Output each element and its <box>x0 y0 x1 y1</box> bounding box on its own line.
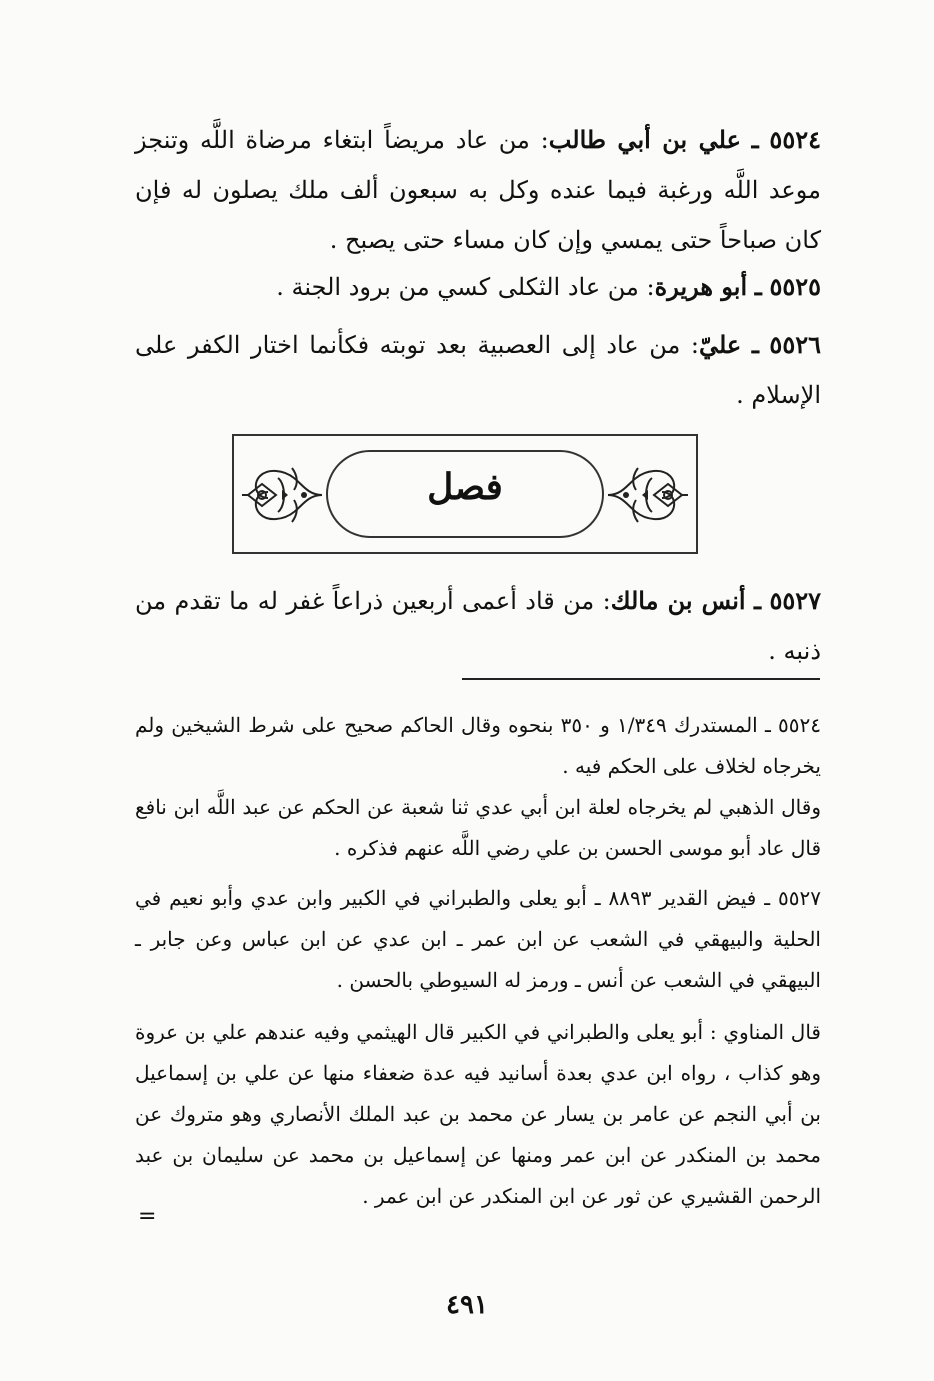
entry-text: : من عاد الثكلى كسي من برود الجنة . <box>276 273 655 301</box>
entry-number: ٥٥٢٥ <box>769 272 821 301</box>
entry-narrator: عليّ <box>698 330 742 359</box>
entry-dash: ـ <box>751 330 759 359</box>
entry-number: ٥٥٢٤ <box>769 125 821 154</box>
entry-text: : من قاد أعمى أربعين ذراعاً غفر له ما تقدم من ذنبه . <box>135 587 821 665</box>
entry-dash: ـ <box>751 125 759 154</box>
section-heading-cartouche <box>326 450 604 538</box>
entry-narrator: علي بن أبي طالب <box>548 125 741 154</box>
entry-5524 <box>135 115 821 265</box>
entry-text: : من عاد إلى العصبية بعد توبته فكأنما اختار الكفر على الإسلام . <box>135 331 821 409</box>
footnote-5527: ٥٥٢٧ ـ فيض القدير ٨٨٩٣ ـ أبو يعلى والطبراني في الكبير وابن عدي وأبو نعيم في الحلية والبيهقي في الشعب عن ابن عمر ـ ابن عدي عن ابن عباس وعن جابر ـ البيهقي في الشعب عن أنس ـ ورمز له السيوطي بالحسن . <box>135 886 821 992</box>
entry-text: : من عاد مريضاً ابتغاء مرضاة اللَّه وتنجز موعد اللَّه ورغبة فيما عنده وكل به سبعون ألف ملك يصلون له فإن كان صباحاً حتى يمسي وإن كان مساء حتى يصبح . <box>135 126 821 254</box>
footnote-5527-continued: قال المناوي : أبو يعلى والطبراني في الكبير قال الهيثمي وفيه عندهم علي بن عروة وهو كذاب ، رواه ابن عدي بعدة أسانيد فيه عدة ضعفاء منها عن علي بن إسماعيل بن أبي النجم عن عامر بن يسار عن محمد بن عبد الملك الأنصاري وهو متروك عن محمد بن المنكدر عن ابن عمر ومنها عن إسماعيل بن محمد عن سليمان بن عبد الرحمن القشيري عن ثور عن ابن المنكدر عن ابن عمر . <box>135 1020 821 1208</box>
page-number: ٤٩١ <box>446 1290 488 1320</box>
continuation-mark: = <box>138 1204 157 1229</box>
footnote-5524: ٥٥٢٤ ـ المستدرك ١/٣٤٩ و ٣٥٠ بنحوه وقال الحاكم صحيح على شرط الشيخين ولم يخرجاه لخلاف على الحكم فيه . <box>135 713 822 778</box>
entry-number: ٥٥٢٦ <box>769 330 821 359</box>
entry-dash: ـ <box>754 272 762 301</box>
entry-narrator: أبو هريرة <box>654 272 748 301</box>
floral-ornament-icon <box>604 454 692 536</box>
entry-narrator: أنس بن مالك <box>610 586 746 615</box>
entry-5526 <box>135 320 821 420</box>
footnote-5524-continued: وقال الذهبي لم يخرجاه لعلة ابن أبي عدي ثنا شعبة عن الحكم عن عبد اللَّه ابن نافع قال عاد أبو موسى الحسن بن علي رضي اللَّه عنهم فذكره . <box>135 795 821 860</box>
section-heading-frame <box>232 434 698 554</box>
entry-dash: ـ <box>754 586 762 615</box>
floral-ornament-icon <box>238 454 326 536</box>
entry-5525 <box>135 262 821 312</box>
entry-number: ٥٥٢٧ <box>769 586 822 615</box>
section-heading: فصل <box>427 466 503 508</box>
entry-5527 <box>135 576 821 676</box>
footnote-separator <box>462 678 820 680</box>
